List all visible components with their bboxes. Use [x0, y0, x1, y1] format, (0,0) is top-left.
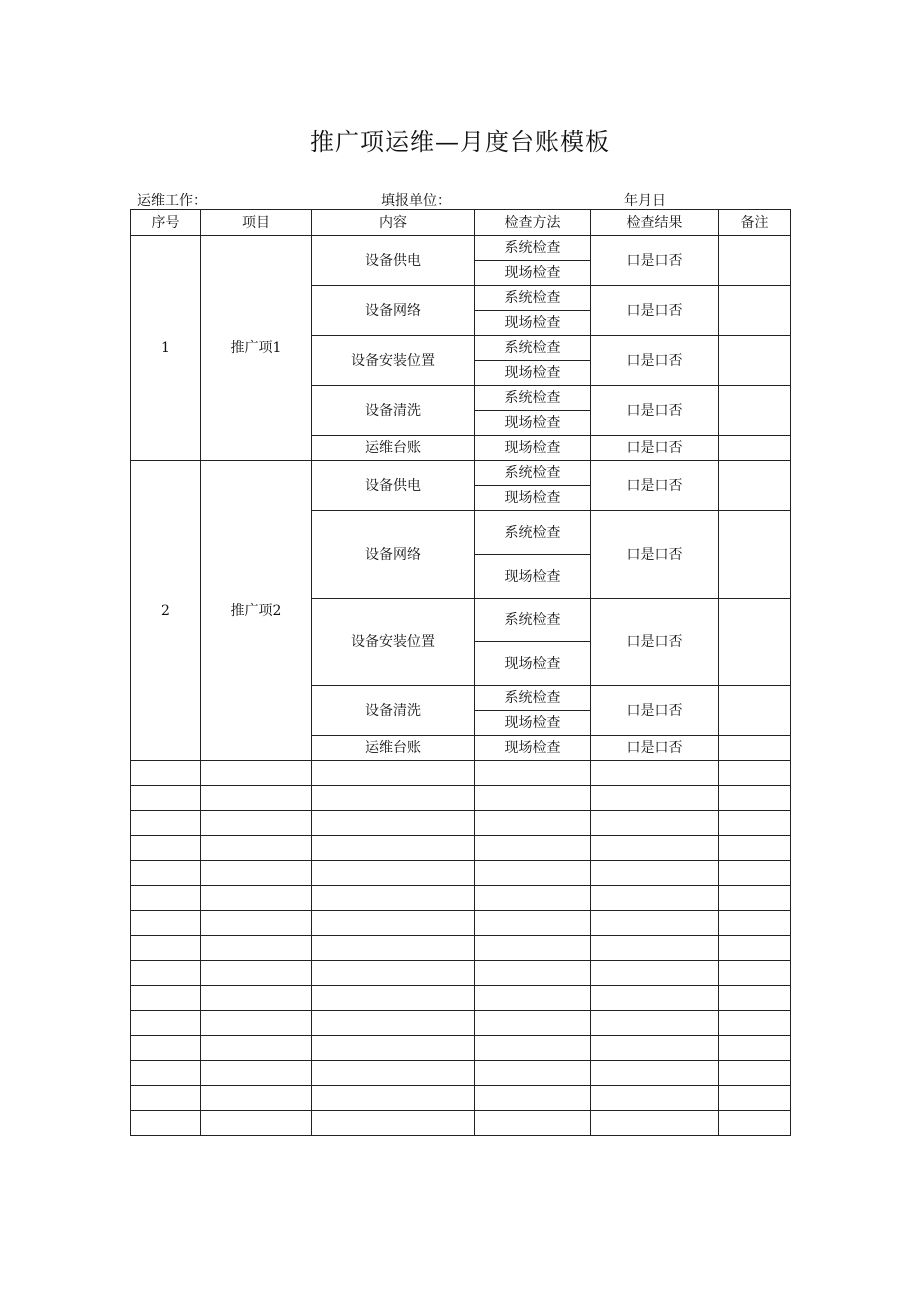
remark-cell	[719, 599, 791, 686]
empty-row	[131, 811, 791, 836]
unit-label: 填报单位：	[381, 193, 451, 209]
remark-cell	[719, 511, 791, 599]
empty-content-cell	[312, 1061, 475, 1086]
empty-remark-cell	[719, 1061, 791, 1086]
empty-row	[131, 1061, 791, 1086]
empty-result-cell	[591, 986, 719, 1011]
empty-method-cell	[475, 986, 591, 1011]
empty-seq-cell	[131, 1011, 201, 1036]
empty-project-cell	[201, 1036, 312, 1061]
empty-seq-cell	[131, 761, 201, 786]
empty-seq-cell	[131, 911, 201, 936]
empty-project-cell	[201, 861, 312, 886]
empty-remark-cell	[719, 761, 791, 786]
header-content: 内容	[312, 210, 475, 236]
empty-project-cell	[201, 1111, 312, 1136]
empty-project-cell	[201, 961, 312, 986]
empty-content-cell	[312, 861, 475, 886]
method-cell: 系统检查	[475, 386, 591, 411]
empty-method-cell	[475, 861, 591, 886]
date-label: 年月日	[624, 193, 666, 209]
empty-project-cell	[201, 986, 312, 1011]
empty-result-cell	[591, 761, 719, 786]
header-method: 检查方法	[475, 210, 591, 236]
empty-content-cell	[312, 961, 475, 986]
empty-row	[131, 936, 791, 961]
result-cell: 口是口否	[591, 511, 719, 599]
result-cell: 口是口否	[591, 386, 719, 436]
empty-row	[131, 961, 791, 986]
empty-row	[131, 1036, 791, 1061]
empty-seq-cell	[131, 1061, 201, 1086]
header-seq: 序号	[131, 210, 201, 236]
method-cell: 现场检查	[475, 642, 591, 686]
result-cell: 口是口否	[591, 236, 719, 286]
table-row	[131, 236, 791, 261]
empty-content-cell	[312, 911, 475, 936]
empty-remark-cell	[719, 911, 791, 936]
empty-remark-cell	[719, 836, 791, 861]
empty-result-cell	[591, 1011, 719, 1036]
content-cell: 设备安装位置	[312, 336, 475, 386]
empty-content-cell	[312, 936, 475, 961]
header-project: 项目	[201, 210, 312, 236]
empty-seq-cell	[131, 1111, 201, 1136]
empty-remark-cell	[719, 1111, 791, 1136]
empty-result-cell	[591, 886, 719, 911]
empty-row	[131, 986, 791, 1011]
empty-content-cell	[312, 986, 475, 1011]
empty-seq-cell	[131, 1036, 201, 1061]
empty-row	[131, 786, 791, 811]
remark-cell	[719, 336, 791, 386]
empty-content-cell	[312, 1086, 475, 1111]
ledger-table	[130, 209, 791, 1136]
empty-row	[131, 836, 791, 861]
content-cell: 设备安装位置	[312, 599, 475, 686]
empty-row	[131, 911, 791, 936]
method-cell: 现场检查	[475, 736, 591, 761]
content-cell: 设备网络	[312, 286, 475, 336]
remark-cell	[719, 386, 791, 436]
remark-cell	[719, 461, 791, 511]
empty-method-cell	[475, 886, 591, 911]
method-cell: 现场检查	[475, 486, 591, 511]
method-cell: 现场检查	[475, 555, 591, 599]
empty-row	[131, 886, 791, 911]
header-row	[131, 210, 791, 236]
result-cell: 口是口否	[591, 336, 719, 386]
empty-project-cell	[201, 786, 312, 811]
empty-result-cell	[591, 861, 719, 886]
empty-row	[131, 761, 791, 786]
empty-project-cell	[201, 761, 312, 786]
empty-result-cell	[591, 1061, 719, 1086]
result-cell: 口是口否	[591, 599, 719, 686]
empty-method-cell	[475, 936, 591, 961]
empty-method-cell	[475, 1011, 591, 1036]
empty-remark-cell	[719, 786, 791, 811]
empty-content-cell	[312, 786, 475, 811]
table-row	[131, 461, 791, 486]
project-cell: 推广项1	[201, 236, 312, 461]
remark-cell	[719, 286, 791, 336]
empty-remark-cell	[719, 1011, 791, 1036]
empty-result-cell	[591, 786, 719, 811]
empty-project-cell	[201, 811, 312, 836]
empty-remark-cell	[719, 811, 791, 836]
empty-method-cell	[475, 961, 591, 986]
empty-content-cell	[312, 886, 475, 911]
header-result: 检查结果	[591, 210, 719, 236]
method-cell: 现场检查	[475, 311, 591, 336]
empty-method-cell	[475, 1036, 591, 1061]
empty-method-cell	[475, 1111, 591, 1136]
empty-content-cell	[312, 836, 475, 861]
empty-row	[131, 1086, 791, 1111]
empty-content-cell	[312, 761, 475, 786]
content-cell: 运维台账	[312, 436, 475, 461]
method-cell: 现场检查	[475, 711, 591, 736]
empty-method-cell	[475, 786, 591, 811]
remark-cell	[719, 436, 791, 461]
empty-seq-cell	[131, 836, 201, 861]
result-cell: 口是口否	[591, 686, 719, 736]
content-cell: 设备供电	[312, 461, 475, 511]
content-cell: 设备供电	[312, 236, 475, 286]
remark-cell	[719, 236, 791, 286]
content-cell: 运维台账	[312, 736, 475, 761]
remark-cell	[719, 736, 791, 761]
empty-content-cell	[312, 1036, 475, 1061]
method-cell: 现场检查	[475, 436, 591, 461]
method-cell: 系统检查	[475, 336, 591, 361]
empty-method-cell	[475, 836, 591, 861]
empty-project-cell	[201, 886, 312, 911]
empty-seq-cell	[131, 786, 201, 811]
empty-result-cell	[591, 1111, 719, 1136]
remark-cell	[719, 686, 791, 736]
empty-result-cell	[591, 1086, 719, 1111]
empty-project-cell	[201, 1011, 312, 1036]
empty-seq-cell	[131, 986, 201, 1011]
empty-row	[131, 1111, 791, 1136]
empty-remark-cell	[719, 1086, 791, 1111]
method-cell: 现场检查	[475, 411, 591, 436]
empty-seq-cell	[131, 861, 201, 886]
seq-cell: 2	[131, 461, 201, 761]
method-cell: 系统检查	[475, 236, 591, 261]
result-cell: 口是口否	[591, 736, 719, 761]
empty-method-cell	[475, 761, 591, 786]
empty-result-cell	[591, 961, 719, 986]
empty-method-cell	[475, 811, 591, 836]
empty-remark-cell	[719, 936, 791, 961]
method-cell: 现场检查	[475, 261, 591, 286]
empty-method-cell	[475, 911, 591, 936]
header-remark: 备注	[719, 210, 791, 236]
empty-content-cell	[312, 1111, 475, 1136]
empty-seq-cell	[131, 886, 201, 911]
empty-seq-cell	[131, 936, 201, 961]
ledger-body	[131, 236, 791, 1136]
work-label: 运维工作：	[137, 193, 207, 209]
empty-remark-cell	[719, 961, 791, 986]
document-title: 推广项运维—月度台账模板	[310, 128, 610, 156]
empty-remark-cell	[719, 861, 791, 886]
project-cell: 推广项2	[201, 461, 312, 761]
method-cell: 系统检查	[475, 511, 591, 555]
empty-method-cell	[475, 1061, 591, 1086]
empty-project-cell	[201, 836, 312, 861]
empty-content-cell	[312, 1011, 475, 1036]
empty-result-cell	[591, 936, 719, 961]
method-cell: 系统检查	[475, 599, 591, 642]
empty-result-cell	[591, 836, 719, 861]
content-cell: 设备清洗	[312, 686, 475, 736]
empty-remark-cell	[719, 1036, 791, 1061]
result-cell: 口是口否	[591, 436, 719, 461]
empty-seq-cell	[131, 1086, 201, 1111]
empty-project-cell	[201, 936, 312, 961]
content-cell: 设备清洗	[312, 386, 475, 436]
result-cell: 口是口否	[591, 286, 719, 336]
method-cell: 系统检查	[475, 461, 591, 486]
empty-result-cell	[591, 811, 719, 836]
empty-method-cell	[475, 1086, 591, 1111]
empty-remark-cell	[719, 886, 791, 911]
empty-project-cell	[201, 1061, 312, 1086]
empty-content-cell	[312, 811, 475, 836]
empty-project-cell	[201, 911, 312, 936]
content-cell: 设备网络	[312, 511, 475, 599]
empty-result-cell	[591, 1036, 719, 1061]
method-cell: 系统检查	[475, 686, 591, 711]
empty-row	[131, 1011, 791, 1036]
result-cell: 口是口否	[591, 461, 719, 511]
empty-remark-cell	[719, 986, 791, 1011]
empty-result-cell	[591, 911, 719, 936]
empty-seq-cell	[131, 961, 201, 986]
empty-project-cell	[201, 1086, 312, 1111]
method-cell: 现场检查	[475, 361, 591, 386]
empty-row	[131, 861, 791, 886]
seq-cell: 1	[131, 236, 201, 461]
empty-seq-cell	[131, 811, 201, 836]
method-cell: 系统检查	[475, 286, 591, 311]
